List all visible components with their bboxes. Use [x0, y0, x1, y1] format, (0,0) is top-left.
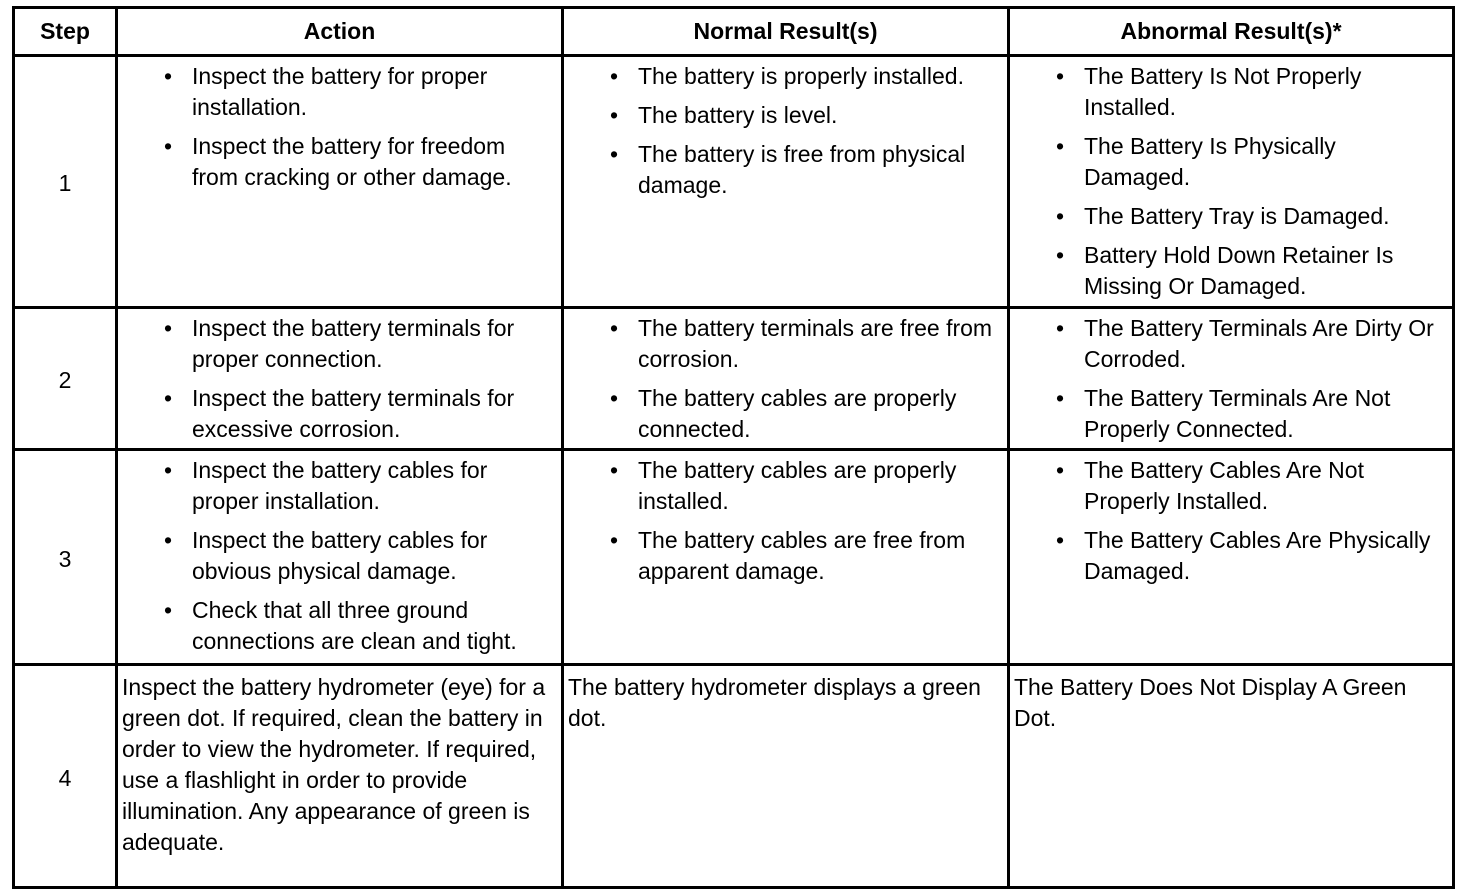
list-item-text: The battery cables are properly connected. — [638, 385, 957, 442]
list-item — [1055, 383, 1448, 445]
list-item — [1055, 61, 1448, 123]
list-item-text: The Battery Is Physically Damaged. — [1084, 133, 1336, 190]
list-item — [1055, 313, 1448, 375]
normal-result-cell: The battery hydrometer displays a green dot. — [563, 665, 1009, 888]
bullet-icon: • — [163, 63, 173, 89]
battery-inspection-table — [12, 6, 1455, 889]
table-row — [14, 56, 1454, 308]
action-cell — [117, 308, 563, 450]
header-normal-results: Normal Result(s) — [563, 8, 1009, 56]
list-item-text: Battery Hold Down Retainer Is Missing Or Damaged. — [1084, 242, 1394, 299]
list-item — [163, 313, 557, 375]
list-item-text: The battery is free from physical damage. — [638, 141, 966, 198]
header-action: Action — [117, 8, 563, 56]
action-cell — [117, 450, 563, 665]
bullet-icon: • — [1055, 203, 1065, 229]
list-item-text: Inspect the battery cables for proper installation. — [192, 457, 488, 514]
list-item — [609, 383, 1003, 445]
list-item — [1055, 201, 1448, 232]
bullet-icon: • — [609, 385, 619, 411]
step-number: 3 — [14, 450, 117, 665]
abnormal-result-cell — [1009, 56, 1454, 308]
list-item-text: Inspect the battery for freedom from cracking or other damage. — [192, 133, 512, 190]
table-row — [14, 308, 1454, 450]
normal-result-cell — [563, 56, 1009, 308]
action-cell — [117, 56, 563, 308]
bullet-icon: • — [163, 597, 173, 623]
bullet-icon: • — [1055, 63, 1065, 89]
list-item-text: The Battery Cables Are Not Properly Installed. — [1084, 457, 1364, 514]
list-item — [1055, 131, 1448, 193]
list-item-text: Inspect the battery terminals for proper connection. — [192, 315, 515, 372]
abnormal-result-cell — [1009, 450, 1454, 665]
abnormal-list — [1014, 313, 1448, 445]
bullet-icon: • — [163, 527, 173, 553]
bullet-icon: • — [1055, 315, 1065, 341]
list-item — [609, 455, 1003, 517]
header-abnormal-results: Abnormal Result(s)* — [1009, 8, 1454, 56]
list-item-text: The Battery Cables Are Physically Damaged. — [1084, 527, 1431, 584]
bullet-icon: • — [163, 457, 173, 483]
list-item-text: The Battery Terminals Are Not Properly Connected. — [1084, 385, 1391, 442]
list-item-text: Inspect the battery cables for obvious physical damage. — [192, 527, 488, 584]
list-item-text: Check that all three ground connections are clean and tight. — [192, 597, 517, 654]
list-item — [163, 455, 557, 517]
bullet-icon: • — [609, 141, 619, 167]
header-step: Step — [14, 8, 117, 56]
normal-list — [568, 313, 1003, 445]
list-item — [1055, 525, 1448, 587]
list-item — [1055, 455, 1448, 517]
bullet-icon: • — [609, 527, 619, 553]
abnormal-result-cell: The Battery Does Not Display A Green Dot. — [1009, 665, 1454, 888]
list-item-text: Inspect the battery for proper installation. — [192, 63, 488, 120]
step-number: 1 — [14, 56, 117, 308]
list-item-text: The Battery Tray is Damaged. — [1084, 203, 1390, 229]
list-item — [163, 61, 557, 123]
list-item-text: The battery is properly installed. — [638, 63, 964, 89]
list-item — [163, 525, 557, 587]
bullet-icon: • — [163, 315, 173, 341]
action-cell: Inspect the battery hydrometer (eye) for a green dot. If required, clean the battery in order to view the hydrometer. If required, use a flashlight in order to provide illumination. Any appearance of green is adequate. — [117, 665, 563, 888]
action-list — [122, 61, 557, 193]
step-number: 2 — [14, 308, 117, 450]
list-item-text: The battery is level. — [638, 102, 838, 128]
abnormal-result-cell — [1009, 308, 1454, 450]
list-item — [163, 383, 557, 445]
list-item — [1055, 240, 1448, 302]
action-list — [122, 313, 557, 445]
bullet-icon: • — [1055, 242, 1065, 268]
list-item — [609, 139, 1003, 201]
normal-result-cell — [563, 308, 1009, 450]
list-item — [609, 525, 1003, 587]
bullet-icon: • — [609, 315, 619, 341]
list-item-text: The Battery Is Not Properly Installed. — [1084, 63, 1362, 120]
list-item-text: The battery terminals are free from corrosion. — [638, 315, 993, 372]
bullet-icon: • — [1055, 527, 1065, 553]
action-list — [122, 455, 557, 657]
header-row — [14, 8, 1454, 56]
list-item-text: The battery cables are properly installed. — [638, 457, 957, 514]
bullet-icon: • — [609, 457, 619, 483]
table-row — [14, 665, 1454, 888]
bullet-icon: • — [1055, 457, 1065, 483]
list-item-text: Inspect the battery terminals for excessive corrosion. — [192, 385, 515, 442]
list-item — [609, 61, 1003, 92]
normal-list — [568, 455, 1003, 587]
list-item-text: The battery cables are free from apparent damage. — [638, 527, 966, 584]
list-item — [609, 100, 1003, 131]
list-item-text: The Battery Terminals Are Dirty Or Corroded. — [1084, 315, 1434, 372]
list-item — [163, 595, 557, 657]
bullet-icon: • — [163, 385, 173, 411]
normal-list — [568, 61, 1003, 201]
abnormal-list — [1014, 61, 1448, 302]
bullet-icon: • — [1055, 133, 1065, 159]
list-item — [163, 131, 557, 193]
bullet-icon: • — [609, 63, 619, 89]
normal-result-cell — [563, 450, 1009, 665]
bullet-icon: • — [1055, 385, 1065, 411]
list-item — [609, 313, 1003, 375]
bullet-icon: • — [163, 133, 173, 159]
bullet-icon: • — [609, 102, 619, 128]
abnormal-list — [1014, 455, 1448, 587]
table-row — [14, 450, 1454, 665]
step-number: 4 — [14, 665, 117, 888]
